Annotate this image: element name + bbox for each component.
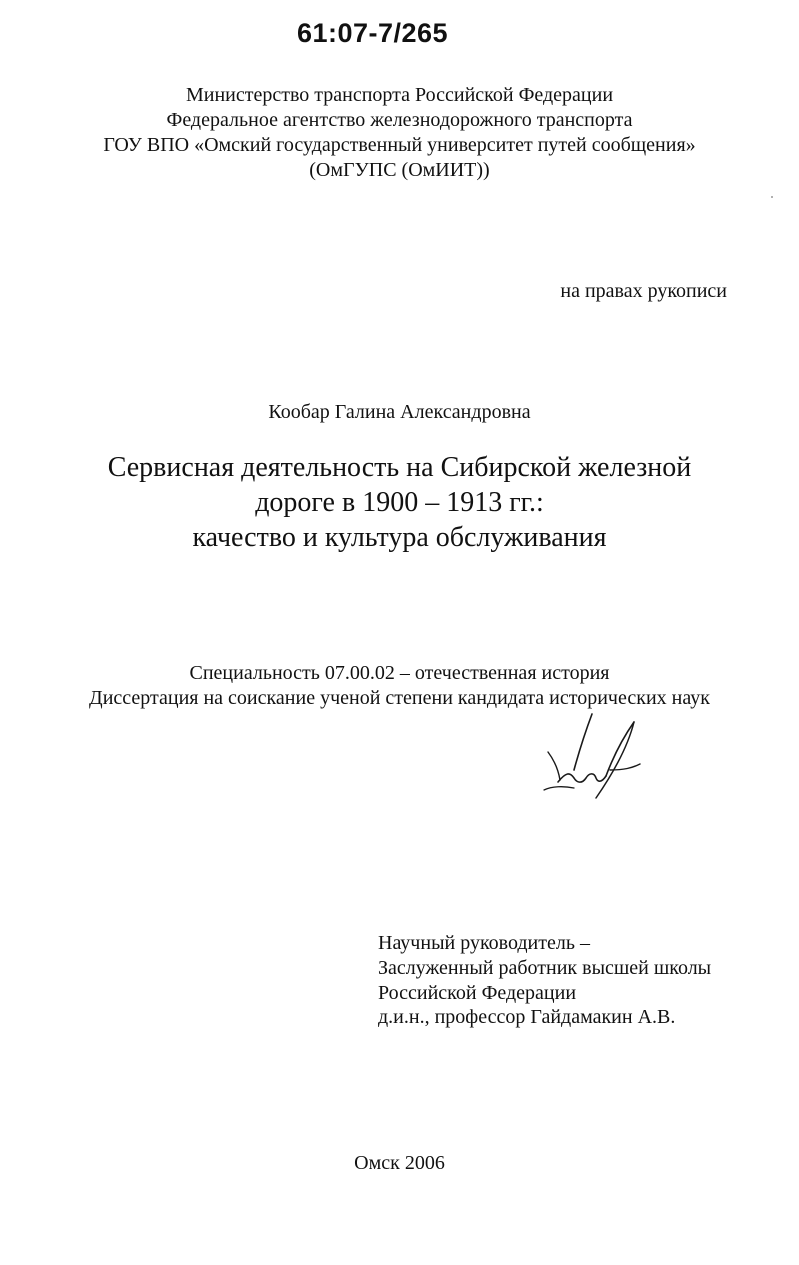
- agency-line: Федеральное агентство железнодорожного транспорта: [166, 109, 633, 131]
- supervisor-line-2: Заслуженный работник высшей школы: [378, 957, 712, 979]
- title-line-3: качество и культура обслуживания: [192, 522, 607, 553]
- city-year: Омск 2006: [354, 1152, 445, 1174]
- title-line-2: дороге в 1900 – 1913 гг.:: [255, 487, 544, 518]
- catalog-stamp-text: 61:07-7/265: [296, 18, 449, 48]
- degree-line: Диссертация на соискание ученой степени кандидата исторических наук: [89, 687, 710, 709]
- supervisor-line-1: Научный руководитель –: [378, 932, 590, 954]
- university-line: ГОУ ВПО «Омский государственный университет путей сообщения»: [103, 134, 696, 156]
- title-line-1: Сервисная деятельность на Сибирской железной: [107, 452, 692, 483]
- supervisor-line-4: д.и.н., профессор Гайдамакин А.В.: [378, 1006, 676, 1028]
- manuscript-note: на правах рукописи: [560, 280, 727, 302]
- author-name: Кообар Галина Александровна: [268, 401, 531, 423]
- specialty-line: Специальность 07.00.02 – отечественная история: [189, 662, 610, 684]
- ministry-line: Министерство транспорта Российской Федерации: [185, 84, 614, 106]
- supervisor-line-3: Российской Федерации: [378, 982, 577, 1004]
- scan-speck: [771, 196, 773, 198]
- signature-icon: [540, 712, 650, 812]
- university-abbreviation: (ОмГУПС (ОмИИТ)): [309, 159, 490, 181]
- catalog-stamp: [0, 18, 799, 49]
